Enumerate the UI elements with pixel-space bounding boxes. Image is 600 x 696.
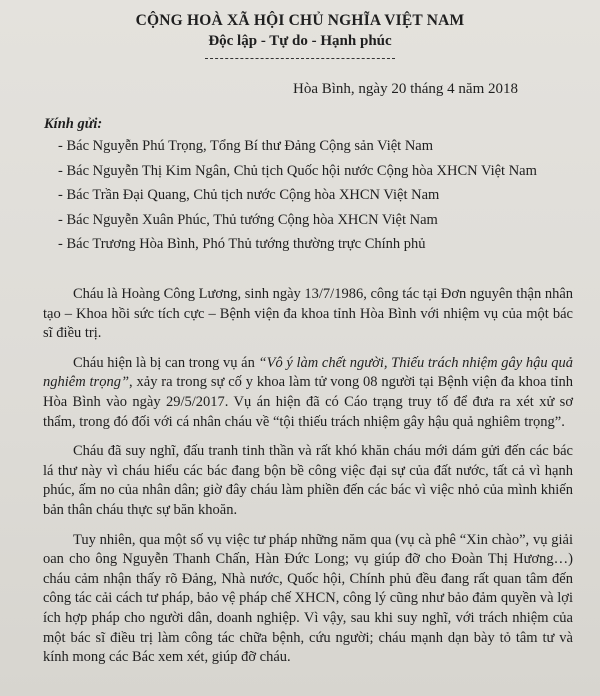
- recipient-item: - Bác Nguyễn Phú Trọng, Tổng Bí thư Đảng Cộng sản Việt Nam: [58, 134, 598, 159]
- case-charge-italic: “Vô ý làm chết người, Thiếu trách nhiệm gây hậu quả nghiêm trọng”: [43, 354, 573, 391]
- case-text-after: , xảy ra trong sự cố y khoa làm tử vong 08 người tại Bệnh viện đa khoa tỉnh Hòa Bình vào ngày 29/5/2017. Vụ án hiện đã có Cáo trạng truy tố để đưa ra xét xử sơ thẩm, trong đó đối với cá nhân cháu về “tội thiếu trách nhiệm gây hậu quả nghiêm trọng”.: [43, 374, 574, 430]
- paragraph-introduction: Cháu là Hoàng Công Lương, sinh ngày 13/7/1986, công tác tại Đơn nguyên thận nhân tạo – Khoa hồi sức tích cực – Bệnh viện đa khoa tỉnh Hòa Bình với nhiệm vụ của một bác sĩ điều trị.: [43, 286, 574, 342]
- recipient-item: - Bác Nguyễn Thị Kim Ngân, Chủ tịch Quốc hội nước Cộng hòa XHCN Việt Nam: [58, 159, 598, 184]
- paragraph-request: Tuy nhiên, qua một số vụ việc tư pháp những năm qua (vụ cà phê “Xin chào”, vụ giải oan cho ông Nguyễn Thanh Chấn, Hàn Đức Long; vụ giúp đỡ cho Đoàn Thị Hương…) cháu cảm nhận thấy rõ Đảng, Nhà nước, Quốc hội, Chính phủ đều đang rất quan tâm đến công tác cải cách tư pháp, bảo vệ pháp chế XHCN, công lý cũng như bảo đảm quyền và lợi ích hợp pháp cho người dân, doanh nghiệp. Vì vậy, sau khi suy nghĩ, với trách nhiệm của một bác sĩ điều trị làm công tác chữa bệnh, cứu người; cháu mạnh dạn bày tỏ tâm tư và kính mong các Bác xem xét, giúp đỡ cháu.: [43, 531, 573, 666]
- place-date: Hòa Bình, ngày 20 tháng 4 năm 2018: [293, 81, 518, 97]
- paragraph-reflection: Cháu đã suy nghĩ, đấu tranh tinh thần và rất khó khăn cháu mới dám gửi đến các bác lá thư này vì cháu hiểu các bác đang bộn bề công việc đại sự của đất nước, tất cả vì hạnh phúc, ấm no của nhân dân; giờ đây cháu làm phiền đến các bác vì việc nhỏ của mình khiến bản thân cháu thực sự băn khoăn.: [43, 443, 573, 518]
- header-divider: [205, 58, 395, 59]
- case-text-before: Cháu hiện là bị can trong vụ án: [73, 354, 259, 371]
- salutation: Kính gửi:: [44, 116, 103, 132]
- recipient-list: [58, 134, 598, 257]
- recipient-item: - Bác Nguyễn Xuân Phúc, Thủ tướng Cộng hòa XHCN Việt Nam: [58, 208, 598, 233]
- letter-body: [43, 285, 573, 677]
- national-title: CỘNG HOÀ XÃ HỘI CHỦ NGHĨA VIỆT NAM: [135, 12, 465, 29]
- recipient-item: - Bác Trương Hòa Bình, Phó Thủ tướng thường trực Chính phủ: [58, 232, 598, 257]
- paragraph-case: [43, 354, 573, 432]
- national-motto: Độc lập - Tự do - Hạnh phúc: [208, 33, 392, 49]
- recipient-item: - Bác Trần Đại Quang, Chủ tịch nước Cộng hòa XHCN Việt Nam: [58, 183, 598, 208]
